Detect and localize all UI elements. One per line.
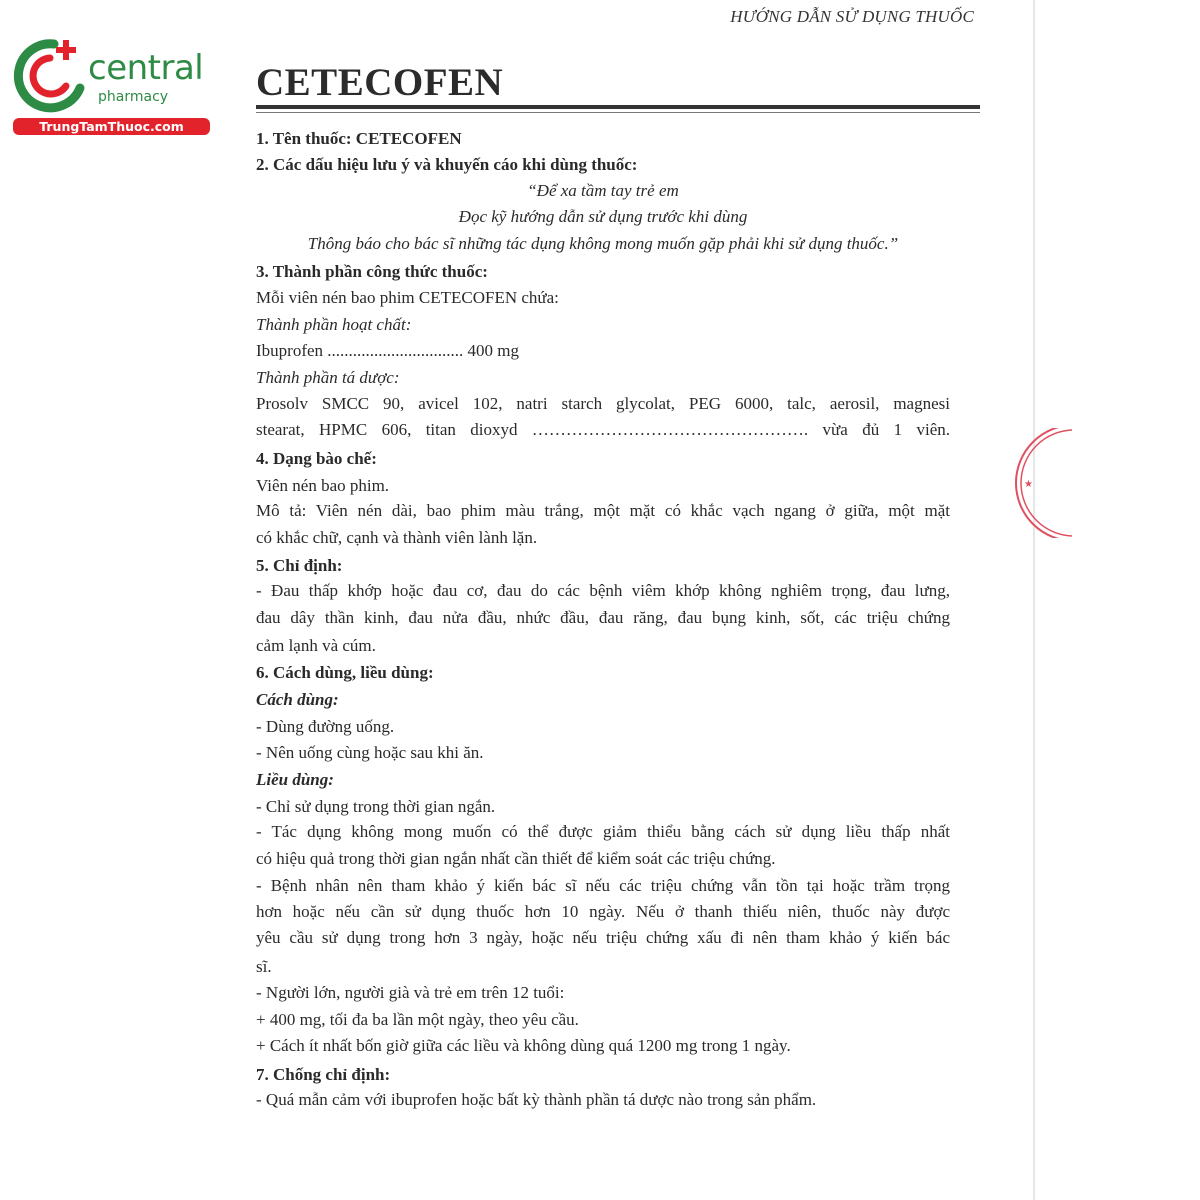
section-heading: 4. Dạng bào chế:	[256, 449, 377, 468]
body-text: - Dùng đường uống.	[256, 717, 395, 736]
body-text: có hiệu quả trong thời gian ngắn nhất cần thiết để kiểm soát các triệu chứng.	[256, 849, 776, 868]
document-header: HƯỚNG DẪN SỬ DỤNG THUỐC	[730, 7, 974, 26]
body-text: Mô tả: Viên nén dài, bao phim màu trắng, một mặt có khắc vạch ngang ở giữa, một mặt	[256, 501, 950, 520]
body-text: + Cách ít nhất bốn giờ giữa các liều và không dùng quá 1200 mg trong 1 ngày.	[256, 1036, 791, 1055]
body-text: hơn hoặc nếu cần sử dụng thuốc hơn 10 ngày. Nếu ở thanh thiếu niên, thuốc này được	[256, 902, 950, 921]
body-text: - Tác dụng không mong muốn có thể được giảm thiểu bằng cách sử dụng liều thấp nhất	[256, 822, 950, 841]
body-text: sĩ.	[256, 957, 272, 976]
body-text: Viên nén bao phim.	[256, 476, 390, 495]
body-text: - Bệnh nhân nên tham khảo ý kiến bác sĩ nếu các triệu chứng vẫn tồn tại hoặc trầm trọng	[256, 876, 950, 895]
warning-text: “Để xa tầm tay trẻ em	[527, 181, 679, 200]
body-text: yêu cầu sử dụng trong hơn 3 ngày, hoặc nếu triệu chứng xấu đi nên tham khảo ý kiến bác	[256, 928, 950, 947]
section-heading: 6. Cách dùng, liều dùng:	[256, 663, 434, 682]
warning-text: Đọc kỹ hướng dẫn sử dụng trước khi dùng	[458, 207, 748, 226]
body-text: + 400 mg, tối đa ba lần một ngày, theo yêu cầu.	[256, 1010, 579, 1029]
title-divider	[256, 105, 980, 109]
body-text: đau dây thần kinh, đau nửa đầu, nhức đầu, đau răng, đau bụng kinh, sốt, các triệu chứng	[256, 608, 950, 627]
logo-mark-icon	[10, 36, 90, 116]
section-heading: 2. Các dấu hiệu lưu ý và khuyến cáo khi dùng thuốc:	[256, 155, 638, 174]
section-heading: 5. Chỉ định:	[256, 556, 343, 575]
subheading: Liều dùng:	[256, 770, 334, 789]
body-text: Prosolv SMCC 90, avicel 102, natri starch glycolat, PEG 6000, talc, aerosil, magnesi	[256, 394, 950, 413]
central-pharmacy-logo	[10, 36, 215, 136]
body-text: stearat, HPMC 606, titan dioxyd …………………………………………. vừa đủ 1 viên.	[256, 420, 950, 439]
red-stamp	[1012, 428, 1072, 538]
page-edge	[1033, 0, 1035, 1200]
body-text: - Nên uống cùng hoặc sau khi ăn.	[256, 743, 484, 762]
section-heading: 7. Chống chỉ định:	[256, 1065, 391, 1084]
logo-subtitle: pharmacy	[98, 89, 169, 105]
document-title: CETECOFEN	[256, 61, 504, 104]
section-heading: 3. Thành phần công thức thuốc:	[256, 262, 488, 281]
body-text: Mỗi viên nén bao phim CETECOFEN chứa:	[256, 288, 559, 307]
warning-text: Thông báo cho bác sĩ những tác dụng không mong muốn gặp phải khi sử dụng thuốc.”	[307, 234, 899, 253]
body-text: - Người lớn, người già và trẻ em trên 12 tuổi:	[256, 983, 565, 1002]
subheading: Thành phần tá dược:	[256, 368, 400, 387]
body-text: có khắc chữ, cạnh và thành viên lành lặn.	[256, 528, 538, 547]
subheading: Thành phần hoạt chất:	[256, 315, 412, 334]
body-text: cảm lạnh và cúm.	[256, 636, 376, 655]
logo-site-badge: TrungTamThuoc.com	[13, 118, 210, 135]
body-text: - Chỉ sử dụng trong thời gian ngắn.	[256, 797, 496, 816]
title-divider-thin	[256, 112, 980, 113]
svg-text:★: ★	[1024, 479, 1033, 490]
subheading: Cách dùng:	[256, 690, 339, 709]
section-heading: 1. Tên thuốc: CETECOFEN	[256, 129, 462, 148]
body-text: - Quá mẫn cảm với ibuprofen hoặc bất kỳ thành phần tá dược nào trong sản phẩm.	[256, 1090, 817, 1109]
ingredient-line: Ibuprofen ................................ 400 mg	[256, 341, 520, 360]
logo-brand: central	[88, 48, 204, 88]
body-text: - Đau thấp khớp hoặc đau cơ, đau do các bệnh viêm khớp không nghiêm trọng, đau lưng,	[256, 581, 950, 600]
